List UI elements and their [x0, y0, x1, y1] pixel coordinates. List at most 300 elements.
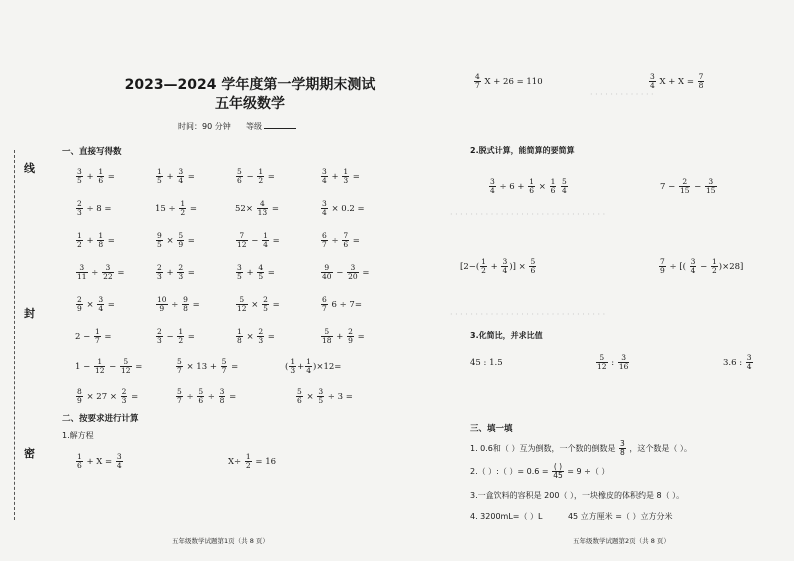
denominator: 40 — [322, 272, 332, 281]
numerator: 3 — [347, 264, 359, 273]
denominator: 4 — [322, 176, 327, 185]
numerator: 2 — [77, 199, 82, 208]
denominator: 18 — [322, 336, 332, 345]
numerator: 1 — [245, 452, 251, 461]
denominator: 8 — [698, 81, 704, 90]
bleed-through-text: · · · · · · · · · · · · · — [590, 90, 654, 99]
fraction — [347, 264, 359, 281]
calc-item: 2 − $\frac{1}{7}$ = — [75, 327, 112, 345]
calc-item: $\frac{9}{40}$ − $\frac{3}{20}$ = — [322, 263, 370, 281]
denominator: 3 — [343, 176, 349, 185]
fraction — [219, 388, 226, 405]
fraction — [711, 258, 718, 275]
denominator: 7 — [177, 366, 182, 375]
numerator: 4 — [475, 72, 480, 81]
fraction — [618, 354, 630, 371]
denominator: 5 — [258, 272, 264, 281]
denominator: 4 — [562, 186, 567, 195]
calc-item: $\frac{6}{7}$ ÷ $\frac{7}{6}$ = — [322, 231, 360, 249]
right-page — [440, 0, 794, 561]
numerator: 1 — [550, 177, 556, 186]
fraction — [321, 264, 333, 281]
binding-char-mi: 密 — [24, 447, 35, 460]
fraction — [120, 358, 132, 375]
fraction — [97, 296, 104, 313]
grade-blank[interactable] — [264, 128, 296, 129]
sub-heading-ratio: 3.化简比，并求比值 — [470, 331, 543, 340]
denominator: 2 — [178, 336, 184, 345]
fraction — [321, 168, 328, 185]
fraction — [321, 200, 328, 217]
numerator: 1 — [481, 257, 486, 266]
denominator: 8 — [219, 396, 225, 405]
fraction — [76, 264, 88, 281]
numerator: 3 — [98, 295, 104, 304]
calc-item: $\frac{2}{9}$ × $\frac{3}{4}$ = — [77, 295, 115, 313]
numerator: 3 — [322, 167, 327, 176]
exam-subtitle: 五年级数学 — [215, 96, 285, 112]
numerator: 7 — [660, 257, 665, 266]
numerator: 3 — [219, 387, 225, 396]
denominator: 6 — [530, 266, 536, 275]
calc-item: $\frac{1}{5}$ + $\frac{3}{4}$ = — [157, 167, 195, 185]
fraction — [690, 258, 697, 275]
fraction — [474, 73, 481, 90]
fraction — [102, 264, 114, 281]
bleed-through-text: · · · · · · · · · · · · · · · · · · · · · · · · · · · · · · · — [450, 210, 606, 219]
fill-question-4: 4. 3200mL=（ ）L 45 立方厘米 =（ ）立方分米 — [470, 512, 673, 521]
fraction — [156, 328, 163, 345]
calc-item: $\frac{7}{12}$ − $\frac{1}{4}$ = — [237, 231, 280, 249]
fill-question-1: 1. 0.6和（ ）互为倒数，一个数的倒数是 $\frac{3}{8}$ ，这个数是（ ）。 — [470, 439, 692, 457]
denominator: 6 — [297, 396, 302, 405]
denominator: 2 — [258, 176, 264, 185]
denominator: 6 — [77, 461, 82, 470]
denominator: 3 — [77, 208, 82, 217]
calc-item: 15 ÷ $\frac{1}{2}$ = — [155, 199, 197, 217]
fraction — [76, 453, 83, 470]
calc-item: $\frac{5}{12}$ × $\frac{2}{5}$ = — [237, 295, 280, 313]
fraction — [76, 232, 83, 249]
fraction — [698, 73, 705, 90]
fraction — [245, 453, 252, 470]
calc-item: $\frac{2}{3}$ − $\frac{1}{2}$ = — [157, 327, 195, 345]
denominator: 5 — [318, 396, 324, 405]
fraction — [289, 358, 296, 375]
equation-4: $\frac{3}{4}$ X + X = $\frac{7}{8}$ — [650, 72, 704, 90]
denominator: 2 — [180, 208, 186, 217]
calc-item: $\frac{3}{4}$ + $\frac{1}{3}$ = — [322, 167, 360, 185]
fraction — [156, 296, 168, 313]
fraction — [619, 440, 626, 457]
fraction — [257, 328, 264, 345]
denominator: 12 — [121, 366, 131, 375]
denominator: 9 — [77, 396, 82, 405]
calc-item: $\frac{6}{7}$ 6 ÷ 7= — [322, 295, 362, 313]
exam-title: 2023—2024 学年度第一学期期末测试 — [124, 77, 376, 93]
fraction — [746, 354, 753, 371]
fraction — [177, 232, 184, 249]
denominator: 8 — [183, 304, 188, 313]
numerator: 5 — [236, 296, 248, 305]
numerator: 2 — [258, 327, 264, 336]
numerator: 1 — [711, 257, 717, 266]
calc-expression-2: 7 − $\frac{2}{15}$ − $\frac{3}{15}$ — [660, 177, 716, 195]
fraction — [550, 178, 557, 195]
calc-item: 1 − $\frac{1}{12}$ − $\frac{5}{12}$ = — [75, 357, 143, 375]
denominator: 4 — [306, 366, 312, 375]
fraction — [94, 358, 106, 375]
denominator: 45 — [553, 471, 563, 480]
binding-margin — [0, 0, 50, 561]
denominator: 15 — [706, 186, 716, 195]
calc-item: $\frac{5}{7}$ × 13 + $\frac{5}{7}$ = — [177, 357, 239, 375]
denominator: 9 — [77, 304, 82, 313]
fraction — [679, 178, 691, 195]
fraction — [528, 178, 535, 195]
binding-line — [14, 150, 16, 520]
denominator: 4 — [322, 208, 327, 217]
numerator: 2 — [178, 263, 184, 272]
numerator: 1 — [94, 327, 100, 336]
numerator: 4 — [258, 263, 264, 272]
numerator: 3 — [620, 439, 625, 448]
denominator: 3 — [157, 336, 162, 345]
exam-info — [178, 121, 296, 132]
denominator: 3 — [258, 336, 264, 345]
denominator: 12 — [237, 304, 247, 313]
fraction — [177, 264, 184, 281]
numerator: 3 — [705, 178, 717, 187]
numerator: 1 — [529, 177, 535, 186]
fraction — [501, 258, 508, 275]
fraction — [305, 358, 312, 375]
denominator: 5 — [77, 176, 82, 185]
equation-1: $\frac{1}{6}$ + X = $\frac{3}{4}$ — [77, 452, 122, 470]
numerator: 9 — [321, 264, 333, 273]
denominator: 16 — [618, 362, 629, 371]
calc-item: $\frac{3}{4}$ × 0.2 = — [322, 199, 365, 217]
denominator: 9 — [660, 266, 665, 275]
numerator: 1 — [306, 357, 312, 366]
numerator: 5 — [198, 387, 204, 396]
denominator: 9 — [178, 240, 184, 249]
numerator: 3 — [116, 452, 122, 461]
denominator: 20 — [348, 272, 358, 281]
fraction — [236, 328, 243, 345]
denominator: 3 — [178, 272, 184, 281]
numerator: 1 — [157, 167, 162, 176]
numerator: 10 — [157, 295, 167, 304]
denominator: 2 — [77, 240, 82, 249]
numerator: 1 — [258, 167, 264, 176]
fraction — [342, 168, 349, 185]
numerator: 6 — [322, 231, 327, 240]
sub-heading-equations: 1.解方程 — [62, 431, 94, 440]
equation-2: X÷ $\frac{1}{2}$ = 16 — [228, 452, 277, 470]
denominator: 6 — [237, 176, 242, 185]
fraction — [236, 232, 248, 249]
fraction — [489, 178, 496, 195]
section-1-heading: 一、直接写得数 — [62, 147, 122, 157]
numerator: 3 — [76, 264, 88, 273]
fraction — [321, 296, 328, 313]
calc-expression-4: $\frac{7}{9}$ ÷ [( $\frac{3}{4}$ − $\frac{1}{2}$ )×28] — [660, 257, 744, 275]
numerator: 3 — [77, 167, 82, 176]
denominator: 4 — [502, 266, 508, 275]
numerator: 3 — [178, 167, 184, 176]
denominator: 9 — [348, 336, 353, 345]
numerator: 9 — [157, 231, 162, 240]
fraction — [321, 232, 328, 249]
numerator: 5 — [120, 358, 132, 367]
numerator: 5 — [562, 177, 567, 186]
numerator: 1 — [77, 231, 82, 240]
page-footer: 五年级数学试题第1页（共 8 页） — [172, 537, 269, 545]
numerator: 3 — [237, 263, 242, 272]
numerator: 1 — [237, 327, 242, 336]
denominator: 6 — [198, 396, 204, 405]
calc-item: $\frac{3}{5}$ + $\frac{1}{6}$ = — [77, 167, 115, 185]
fraction — [97, 168, 104, 185]
fraction — [342, 232, 349, 249]
numerator: 5 — [178, 231, 184, 240]
numerator: 1 — [98, 167, 104, 176]
fraction — [236, 168, 243, 185]
fraction — [94, 328, 101, 345]
binding-char-feng: 封 — [24, 307, 35, 320]
denominator: 7 — [177, 396, 182, 405]
denominator: 3 — [121, 396, 127, 405]
fraction — [649, 73, 656, 90]
fraction — [529, 258, 536, 275]
denominator: 4 — [650, 81, 655, 90]
numerator: 5 — [530, 257, 536, 266]
calc-expression-3: [2−( $\frac{1}{2}$ + $\frac{3}{4}$ )] × $\frac{5}{6}$ — [460, 257, 536, 275]
calc-item: $\frac{5}{6}$ × $\frac{3}{5}$ ÷ 3 = — [297, 387, 353, 405]
denominator: 4 — [746, 362, 752, 371]
fraction — [121, 388, 128, 405]
numerator: 1 — [94, 358, 106, 367]
fraction — [262, 232, 269, 249]
calc-item: $\frac{8}{9}$ × 27 × $\frac{2}{3}$ = — [77, 387, 139, 405]
fraction — [177, 168, 184, 185]
fraction — [76, 388, 83, 405]
numerator: 2 — [263, 295, 268, 304]
fraction — [347, 328, 354, 345]
fraction — [179, 200, 186, 217]
fraction — [76, 168, 83, 185]
fill-question-3: 3.一盒饮料的容积是 200（ ），一块橡皮的体积约是 8（ ）。 — [470, 491, 685, 500]
numerator: 1 — [98, 231, 104, 240]
fraction — [552, 463, 564, 480]
numerator: 5 — [596, 354, 608, 363]
calc-item: $\frac{3}{11}$ ÷ $\frac{3}{22}$ = — [77, 263, 125, 281]
fraction — [257, 264, 264, 281]
denominator: 11 — [77, 272, 87, 281]
fraction — [76, 296, 83, 313]
denominator: 12 — [94, 366, 105, 375]
fraction — [156, 168, 163, 185]
fraction — [262, 296, 269, 313]
denominator: 5 — [263, 304, 268, 313]
numerator: ( ) — [553, 462, 563, 471]
fraction — [705, 178, 717, 195]
numerator: 5 — [221, 357, 227, 366]
calc-item: $\frac{10}{9}$ ÷ $\frac{9}{8}$ = — [157, 295, 200, 313]
fraction — [236, 264, 243, 281]
denominator: 6 — [529, 186, 535, 195]
denominator: 7 — [221, 366, 227, 375]
grade-label: 等级 — [246, 122, 262, 131]
denominator: 3 — [290, 366, 296, 375]
denominator: 4 — [690, 266, 696, 275]
fill-question-2: 2.（ ）:（ ）= 0.6 = $\frac{( )}{45}$ = 9 ÷（ ） — [470, 462, 610, 480]
denominator: 5 — [157, 176, 162, 185]
numerator: 5 — [237, 167, 242, 176]
numerator: 3 — [490, 177, 495, 186]
numerator: 7 — [343, 231, 349, 240]
numerator: 6 — [322, 295, 327, 304]
calc-item: $\frac{2}{3}$ + $\frac{2}{3}$ = — [157, 263, 195, 281]
calc-item: $\frac{5}{6}$ − $\frac{1}{2}$ = — [237, 167, 275, 185]
numerator: 9 — [183, 295, 188, 304]
fraction — [76, 200, 83, 217]
fraction — [321, 328, 333, 345]
denominator: 4 — [263, 240, 268, 249]
fraction — [317, 388, 324, 405]
calc-item: $\frac{5}{7}$ ÷ $\frac{5}{6}$ ÷ $\frac{3}{8}$ = — [177, 387, 237, 405]
calc-item: $\frac{1}{8}$ × $\frac{2}{3}$ = — [237, 327, 275, 345]
denominator: 6 — [550, 186, 556, 195]
fraction — [97, 232, 104, 249]
denominator: 4 — [116, 461, 122, 470]
numerator: 3 — [746, 353, 752, 362]
fraction — [236, 296, 248, 313]
numerator: 1 — [290, 357, 296, 366]
denominator: 12 — [237, 240, 247, 249]
denominator: 22 — [103, 272, 113, 281]
fraction — [659, 258, 666, 275]
fraction — [177, 328, 184, 345]
numerator: 4 — [257, 200, 269, 209]
denominator: 8 — [620, 448, 625, 457]
denominator: 6 — [98, 176, 104, 185]
denominator: 13 — [257, 208, 268, 217]
fraction — [197, 388, 204, 405]
calc-item: 52× $\frac{4}{13}$ = — [235, 199, 280, 217]
calc-expression-1: $\frac{3}{4}$ ÷ 6 + $\frac{1}{6}$ × $\frac{1}{6}$ $\frac{5}{4}$ — [490, 177, 567, 195]
numerator: 5 — [321, 328, 333, 337]
fraction — [480, 258, 487, 275]
denominator: 2 — [481, 266, 486, 275]
denominator: 15 — [679, 186, 690, 195]
fraction — [257, 200, 269, 217]
numerator: 5 — [297, 387, 302, 396]
denominator: 8 — [98, 240, 104, 249]
numerator: 3 — [650, 72, 655, 81]
numerator: 3 — [102, 264, 114, 273]
numerator: 2 — [348, 327, 353, 336]
denominator: 7 — [322, 240, 327, 249]
fraction — [156, 264, 163, 281]
denominator: 7 — [322, 304, 327, 313]
equation-3: $\frac{4}{7}$ X + 26 = 110 — [475, 72, 543, 90]
numerator: 7 — [236, 232, 248, 241]
fraction — [182, 296, 189, 313]
ratio-3: 3.6 : $\frac{3}{4}$ — [723, 353, 752, 371]
fraction — [116, 453, 123, 470]
numerator: 3 — [322, 199, 327, 208]
denominator: 6 — [343, 240, 349, 249]
numerator: 7 — [698, 72, 704, 81]
calc-item: $\frac{3}{5}$ + $\frac{4}{5}$ = — [237, 263, 275, 281]
numerator: 2 — [157, 263, 162, 272]
fraction — [221, 358, 228, 375]
sub-heading-calc: 2.脱式计算，能简算的要简算 — [470, 146, 575, 155]
calc-item: $\frac{9}{5}$ × $\frac{5}{9}$ = — [157, 231, 195, 249]
bleed-through-text: · · · · · · · · · · · · · · · · · · · · · · · · · · · · · · · — [450, 310, 606, 319]
fraction — [176, 358, 183, 375]
numerator: 2 — [77, 295, 82, 304]
denominator: 4 — [178, 176, 184, 185]
numerator: 1 — [180, 199, 186, 208]
numerator: 2 — [121, 387, 127, 396]
calc-item: $\frac{2}{3}$ ÷ 8 = — [77, 199, 112, 217]
calc-item: ( $\frac{1}{3}$ + $\frac{1}{4}$ )×12= — [285, 357, 342, 375]
denominator: 2 — [245, 461, 251, 470]
denominator: 8 — [237, 336, 242, 345]
fraction — [257, 168, 264, 185]
fraction — [156, 232, 163, 249]
calc-item: $\frac{1}{2}$ + $\frac{1}{8}$ = — [77, 231, 115, 249]
denominator: 3 — [157, 272, 162, 281]
fraction — [296, 388, 303, 405]
ratio-1: 45 : 1.5 — [470, 358, 503, 368]
denominator: 5 — [157, 240, 162, 249]
denominator: 12 — [597, 362, 607, 371]
denominator: 7 — [94, 336, 100, 345]
numerator: 5 — [177, 357, 182, 366]
fraction — [176, 388, 183, 405]
numerator: 1 — [263, 231, 268, 240]
numerator: 3 — [318, 387, 324, 396]
fraction — [561, 178, 568, 195]
fraction — [596, 354, 608, 371]
denominator: 5 — [237, 272, 242, 281]
numerator: 3 — [618, 354, 630, 363]
numerator: 1 — [343, 167, 349, 176]
numerator: 5 — [177, 387, 182, 396]
denominator: 7 — [475, 81, 480, 90]
numerator: 3 — [502, 257, 508, 266]
section-3-heading: 三、填一填 — [470, 424, 513, 434]
numerator: 1 — [178, 327, 184, 336]
numerator: 3 — [690, 257, 696, 266]
denominator: 4 — [490, 186, 495, 195]
binding-char-xian: 线 — [24, 162, 35, 175]
numerator: 8 — [77, 387, 82, 396]
numerator: 2 — [157, 327, 162, 336]
numerator: 1 — [77, 452, 82, 461]
ratio-2: $\frac{5}{12}$ : $\frac{3}{16}$ — [597, 353, 629, 371]
denominator: 9 — [159, 304, 165, 313]
denominator: 4 — [98, 304, 104, 313]
numerator: 2 — [679, 178, 691, 187]
time-label: 时间：90 分钟 — [178, 122, 231, 131]
section-2-heading: 二、按要求进行计算 — [62, 414, 139, 424]
calc-item: $\frac{5}{18}$ + $\frac{2}{9}$ = — [322, 327, 365, 345]
